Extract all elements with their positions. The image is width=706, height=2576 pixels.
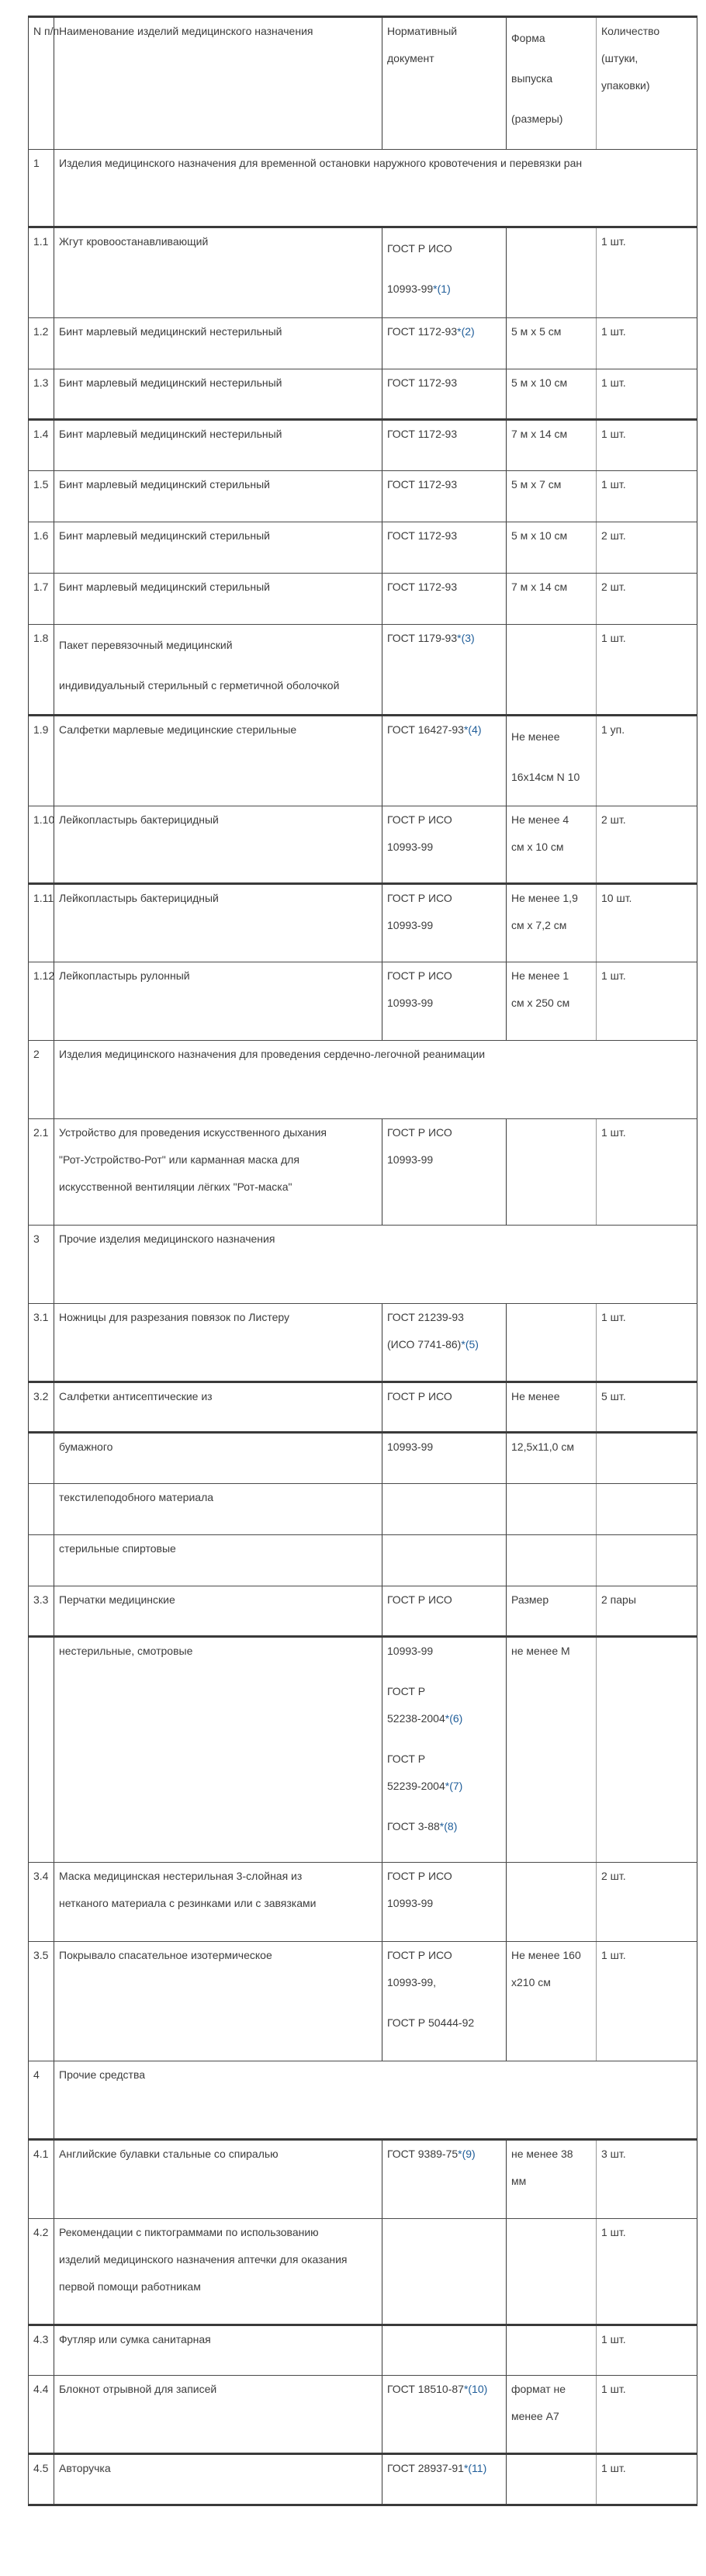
row-form: Размер xyxy=(507,1586,597,1637)
row-qty: 1 шт. xyxy=(597,1119,697,1226)
row-num: 1.9 xyxy=(29,716,54,806)
table-row xyxy=(29,806,697,884)
row-form: Не менее 1,9 см х 7,2 см xyxy=(507,884,597,962)
footnote-link[interactable]: (7) xyxy=(449,1780,463,1792)
row-name: Рекомендации с пиктограммами по использованию изделий медицинского назначения аптечки для оказания первой помощи работникам xyxy=(54,2219,382,2325)
table-row xyxy=(29,716,697,806)
row-qty: 5 шт. xyxy=(597,1382,697,1433)
table-row xyxy=(29,1863,697,1942)
row-form: 7 м х 14 см xyxy=(507,420,597,471)
row-name: Ножницы для разрезания повязок по Листеру xyxy=(54,1304,382,1382)
row-name: Лейкопластырь бактерицидный xyxy=(54,806,382,884)
row-doc: ГОСТ Р ИСО 10993-99*(1) xyxy=(382,227,507,318)
row-num: 1.3 xyxy=(29,369,54,420)
row-qty: 2 шт. xyxy=(597,1863,697,1942)
row-num: 3.3 xyxy=(29,1586,54,1637)
row-doc: ГОСТ 1172-93 xyxy=(382,522,507,574)
row-qty: 10 шт. xyxy=(597,884,697,962)
row-doc: 10993-99 ГОСТ Р 52238-2004*(6) ГОСТ Р 52239-2004*(7) ГОСТ 3-88*(8) xyxy=(382,1637,507,1863)
row-doc: ГОСТ Р ИСО xyxy=(382,1382,507,1433)
row-name: Салфетки марлевые медицинские стерильные xyxy=(54,716,382,806)
row-form: не менее 38 мм xyxy=(507,2140,597,2219)
row-doc: ГОСТ Р ИСО 10993-99 xyxy=(382,806,507,884)
table-row xyxy=(29,962,697,1041)
row-qty: 1 шт. xyxy=(597,420,697,471)
row-name: Авторучка xyxy=(54,2454,382,2505)
section-num: 3 xyxy=(29,1226,54,1304)
table-row xyxy=(29,522,697,574)
row-num: 3.5 xyxy=(29,1942,54,2061)
first-aid-kit-table xyxy=(28,16,697,2506)
row-doc: ГОСТ 1172-93 xyxy=(382,574,507,625)
footnote-link[interactable]: (10) xyxy=(468,2383,488,2395)
row-name: Пакет перевязочный медицинский индивидуальный стерильный с герметичной оболочкой xyxy=(54,625,382,716)
row-form xyxy=(507,2219,597,2325)
row-name: Жгут кровоостанавливающий xyxy=(54,227,382,318)
row-num: 1.1 xyxy=(29,227,54,318)
row-doc xyxy=(382,1484,507,1535)
table-row xyxy=(29,2454,697,2505)
row-name: Бинт марлевый медицинский нестерильный xyxy=(54,420,382,471)
header-form: Форма выпуска (размеры) xyxy=(507,17,597,150)
section-title: Прочие изделия медицинского назначения xyxy=(54,1226,697,1304)
section-title: Изделия медицинского назначения для временной остановки наружного кровотечения и перевязки ран xyxy=(54,150,697,227)
row-doc: 10993-99 xyxy=(382,1433,507,1484)
row-qty xyxy=(597,1433,697,1484)
row-num: 1.12 xyxy=(29,962,54,1041)
row-num: 1.7 xyxy=(29,574,54,625)
row-form: 5 м х 5 см xyxy=(507,318,597,369)
row-num xyxy=(29,1433,54,1484)
table-row xyxy=(29,2325,697,2376)
row-form: Не менее 1 см х 250 см xyxy=(507,962,597,1041)
section-num: 4 xyxy=(29,2061,54,2140)
footnote-link[interactable]: (6) xyxy=(449,1712,463,1725)
footnote-link[interactable]: (1) xyxy=(437,283,451,295)
table-row xyxy=(29,1484,697,1535)
row-name: Лейкопластырь рулонный xyxy=(54,962,382,1041)
row-form: 5 м х 10 см xyxy=(507,522,597,574)
row-name: Покрывало спасательное изотермическое xyxy=(54,1942,382,2061)
row-num: 1.2 xyxy=(29,318,54,369)
header-qty: Количество (штуки, упаковки) xyxy=(597,17,697,150)
row-name: бумажного xyxy=(54,1433,382,1484)
row-doc: ГОСТ 28937-91*(11) xyxy=(382,2454,507,2505)
row-num xyxy=(29,1484,54,1535)
row-qty xyxy=(597,1484,697,1535)
header-name: Наименование изделий медицинского назначения xyxy=(54,17,382,150)
row-form: 12,5х11,0 см xyxy=(507,1433,597,1484)
row-doc xyxy=(382,2325,507,2376)
row-name: Бинт марлевый медицинский стерильный xyxy=(54,471,382,522)
footnote-link[interactable]: (5) xyxy=(465,1338,479,1350)
row-name: Бинт марлевый медицинский стерильный xyxy=(54,522,382,574)
row-form xyxy=(507,1535,597,1586)
row-form xyxy=(507,1304,597,1382)
header-doc: Нормативный документ xyxy=(382,17,507,150)
table-row xyxy=(29,1304,697,1382)
row-qty xyxy=(597,1535,697,1586)
table-row xyxy=(29,318,697,369)
row-form: 5 м х 10 см xyxy=(507,369,597,420)
section-row xyxy=(29,150,697,227)
row-qty: 1 шт. xyxy=(597,2454,697,2505)
row-form xyxy=(507,2325,597,2376)
row-qty: 1 шт. xyxy=(597,625,697,716)
table-row xyxy=(29,625,697,716)
table-row xyxy=(29,2219,697,2325)
row-doc: ГОСТ 9389-75*(9) xyxy=(382,2140,507,2219)
table-header-row xyxy=(29,17,697,150)
row-form: 5 м х 7 см xyxy=(507,471,597,522)
row-form xyxy=(507,625,597,716)
row-num: 1.4 xyxy=(29,420,54,471)
row-doc: ГОСТ 1179-93*(3) xyxy=(382,625,507,716)
row-form xyxy=(507,1484,597,1535)
row-name: Бинт марлевый медицинский нестерильный xyxy=(54,369,382,420)
row-qty: 1 шт. xyxy=(597,369,697,420)
table-row xyxy=(29,471,697,522)
row-name: Перчатки медицинские xyxy=(54,1586,382,1637)
row-name: Устройство для проведения искусственного дыхания "Рот-Устройство-Рот" или карманная маска для искусственной вентиляции лёгких "Рот-маска" xyxy=(54,1119,382,1226)
footnote-link[interactable]: (11) xyxy=(468,2462,487,2474)
row-form xyxy=(507,2454,597,2505)
row-doc: ГОСТ 1172-93 xyxy=(382,369,507,420)
row-form xyxy=(507,1119,597,1226)
row-num: 1.11 xyxy=(29,884,54,962)
row-doc: ГОСТ 18510-87*(10) xyxy=(382,2376,507,2454)
section-title: Изделия медицинского назначения для проведения сердечно-легочной реанимации xyxy=(54,1041,697,1119)
row-name: текстилеподобного материала xyxy=(54,1484,382,1535)
table-row xyxy=(29,227,697,318)
section-row xyxy=(29,1041,697,1119)
row-name: Маска медицинская нестерильная 3-слойная из нетканого материала с резинками или с завязками xyxy=(54,1863,382,1942)
row-qty: 1 уп. xyxy=(597,716,697,806)
row-form: Не менее 160 х210 см xyxy=(507,1942,597,2061)
row-name: Английские булавки стальные со спиралью xyxy=(54,2140,382,2219)
row-qty: 1 шт. xyxy=(597,227,697,318)
row-doc: ГОСТ 1172-93*(2) xyxy=(382,318,507,369)
row-name: стерильные спиртовые xyxy=(54,1535,382,1586)
row-qty: 1 шт. xyxy=(597,2325,697,2376)
row-form: Не менее 4 см х 10 см xyxy=(507,806,597,884)
row-name: Футляр или сумка санитарная xyxy=(54,2325,382,2376)
row-num: 4.4 xyxy=(29,2376,54,2454)
row-name: Салфетки антисептические из xyxy=(54,1382,382,1433)
row-form xyxy=(507,227,597,318)
row-num xyxy=(29,1637,54,1863)
row-name: Блокнот отрывной для записей xyxy=(54,2376,382,2454)
table-row xyxy=(29,420,697,471)
row-doc: ГОСТ 1172-93 xyxy=(382,420,507,471)
row-doc: ГОСТ Р ИСО 10993-99 xyxy=(382,962,507,1041)
section-num: 2 xyxy=(29,1041,54,1119)
row-doc: ГОСТ 21239-93 (ИСО 7741-86)*(5) xyxy=(382,1304,507,1382)
table-row xyxy=(29,369,697,420)
row-doc: ГОСТ 16427-93*(4) xyxy=(382,716,507,806)
footnote-link[interactable]: (3) xyxy=(461,632,475,644)
footnote-link[interactable]: (4) xyxy=(468,723,482,736)
row-qty: 1 шт. xyxy=(597,318,697,369)
row-qty: 1 шт. xyxy=(597,2376,697,2454)
row-form: Не менее xyxy=(507,1382,597,1433)
row-num: 4.2 xyxy=(29,2219,54,2325)
row-doc: ГОСТ Р ИСО 10993-99 xyxy=(382,884,507,962)
row-num: 3.2 xyxy=(29,1382,54,1433)
footnote-link[interactable]: (9) xyxy=(462,2148,476,2160)
row-form xyxy=(507,1863,597,1942)
row-name: нестерильные, смотровые xyxy=(54,1637,382,1863)
row-doc xyxy=(382,2219,507,2325)
table-row xyxy=(29,884,697,962)
row-name: Бинт марлевый медицинский нестерильный xyxy=(54,318,382,369)
row-doc xyxy=(382,1535,507,1586)
row-form: Не менее 16х14см N 10 xyxy=(507,716,597,806)
header-num: N п/п xyxy=(29,17,54,150)
row-num: 3.4 xyxy=(29,1863,54,1942)
row-qty: 2 шт. xyxy=(597,522,697,574)
table-row xyxy=(29,1535,697,1586)
row-num: 4.1 xyxy=(29,2140,54,2219)
section-num: 1 xyxy=(29,150,54,227)
table-row xyxy=(29,1433,697,1484)
row-doc: ГОСТ Р ИСО 10993-99 xyxy=(382,1863,507,1942)
table-row xyxy=(29,2376,697,2454)
row-doc: ГОСТ 1172-93 xyxy=(382,471,507,522)
row-form: формат не менее А7 xyxy=(507,2376,597,2454)
table-row xyxy=(29,1382,697,1433)
footnote-link[interactable]: (2) xyxy=(461,325,475,338)
section-title: Прочие средства xyxy=(54,2061,697,2140)
row-num: 4.3 xyxy=(29,2325,54,2376)
row-num: 1.6 xyxy=(29,522,54,574)
row-qty xyxy=(597,1637,697,1863)
section-row xyxy=(29,2061,697,2140)
table-row xyxy=(29,1586,697,1637)
table-row xyxy=(29,1119,697,1226)
row-num: 1.5 xyxy=(29,471,54,522)
row-form: 7 м х 14 см xyxy=(507,574,597,625)
row-qty: 1 шт. xyxy=(597,1304,697,1382)
row-num: 2.1 xyxy=(29,1119,54,1226)
row-qty: 3 шт. xyxy=(597,2140,697,2219)
row-name: Бинт марлевый медицинский стерильный xyxy=(54,574,382,625)
row-qty: 1 шт. xyxy=(597,1942,697,2061)
row-qty: 2 пары xyxy=(597,1586,697,1637)
row-doc: ГОСТ Р ИСО 10993-99 xyxy=(382,1119,507,1226)
row-qty: 1 шт. xyxy=(597,471,697,522)
row-qty: 1 шт. xyxy=(597,2219,697,2325)
row-qty: 2 шт. xyxy=(597,806,697,884)
row-form: не менее М xyxy=(507,1637,597,1863)
row-num xyxy=(29,1535,54,1586)
table-row xyxy=(29,574,697,625)
row-qty: 2 шт. xyxy=(597,574,697,625)
section-row xyxy=(29,1226,697,1304)
row-qty: 1 шт. xyxy=(597,962,697,1041)
table-row xyxy=(29,1637,697,1863)
row-doc: ГОСТ Р ИСО xyxy=(382,1586,507,1637)
row-name: Лейкопластырь бактерицидный xyxy=(54,884,382,962)
table-row xyxy=(29,1942,697,2061)
table-row xyxy=(29,2140,697,2219)
row-num: 1.8 xyxy=(29,625,54,716)
row-num: 1.10 xyxy=(29,806,54,884)
footnote-link[interactable]: (8) xyxy=(444,1820,458,1832)
row-num: 3.1 xyxy=(29,1304,54,1382)
row-doc: ГОСТ Р ИСО 10993-99, ГОСТ Р 50444-92 xyxy=(382,1942,507,2061)
row-num: 4.5 xyxy=(29,2454,54,2505)
